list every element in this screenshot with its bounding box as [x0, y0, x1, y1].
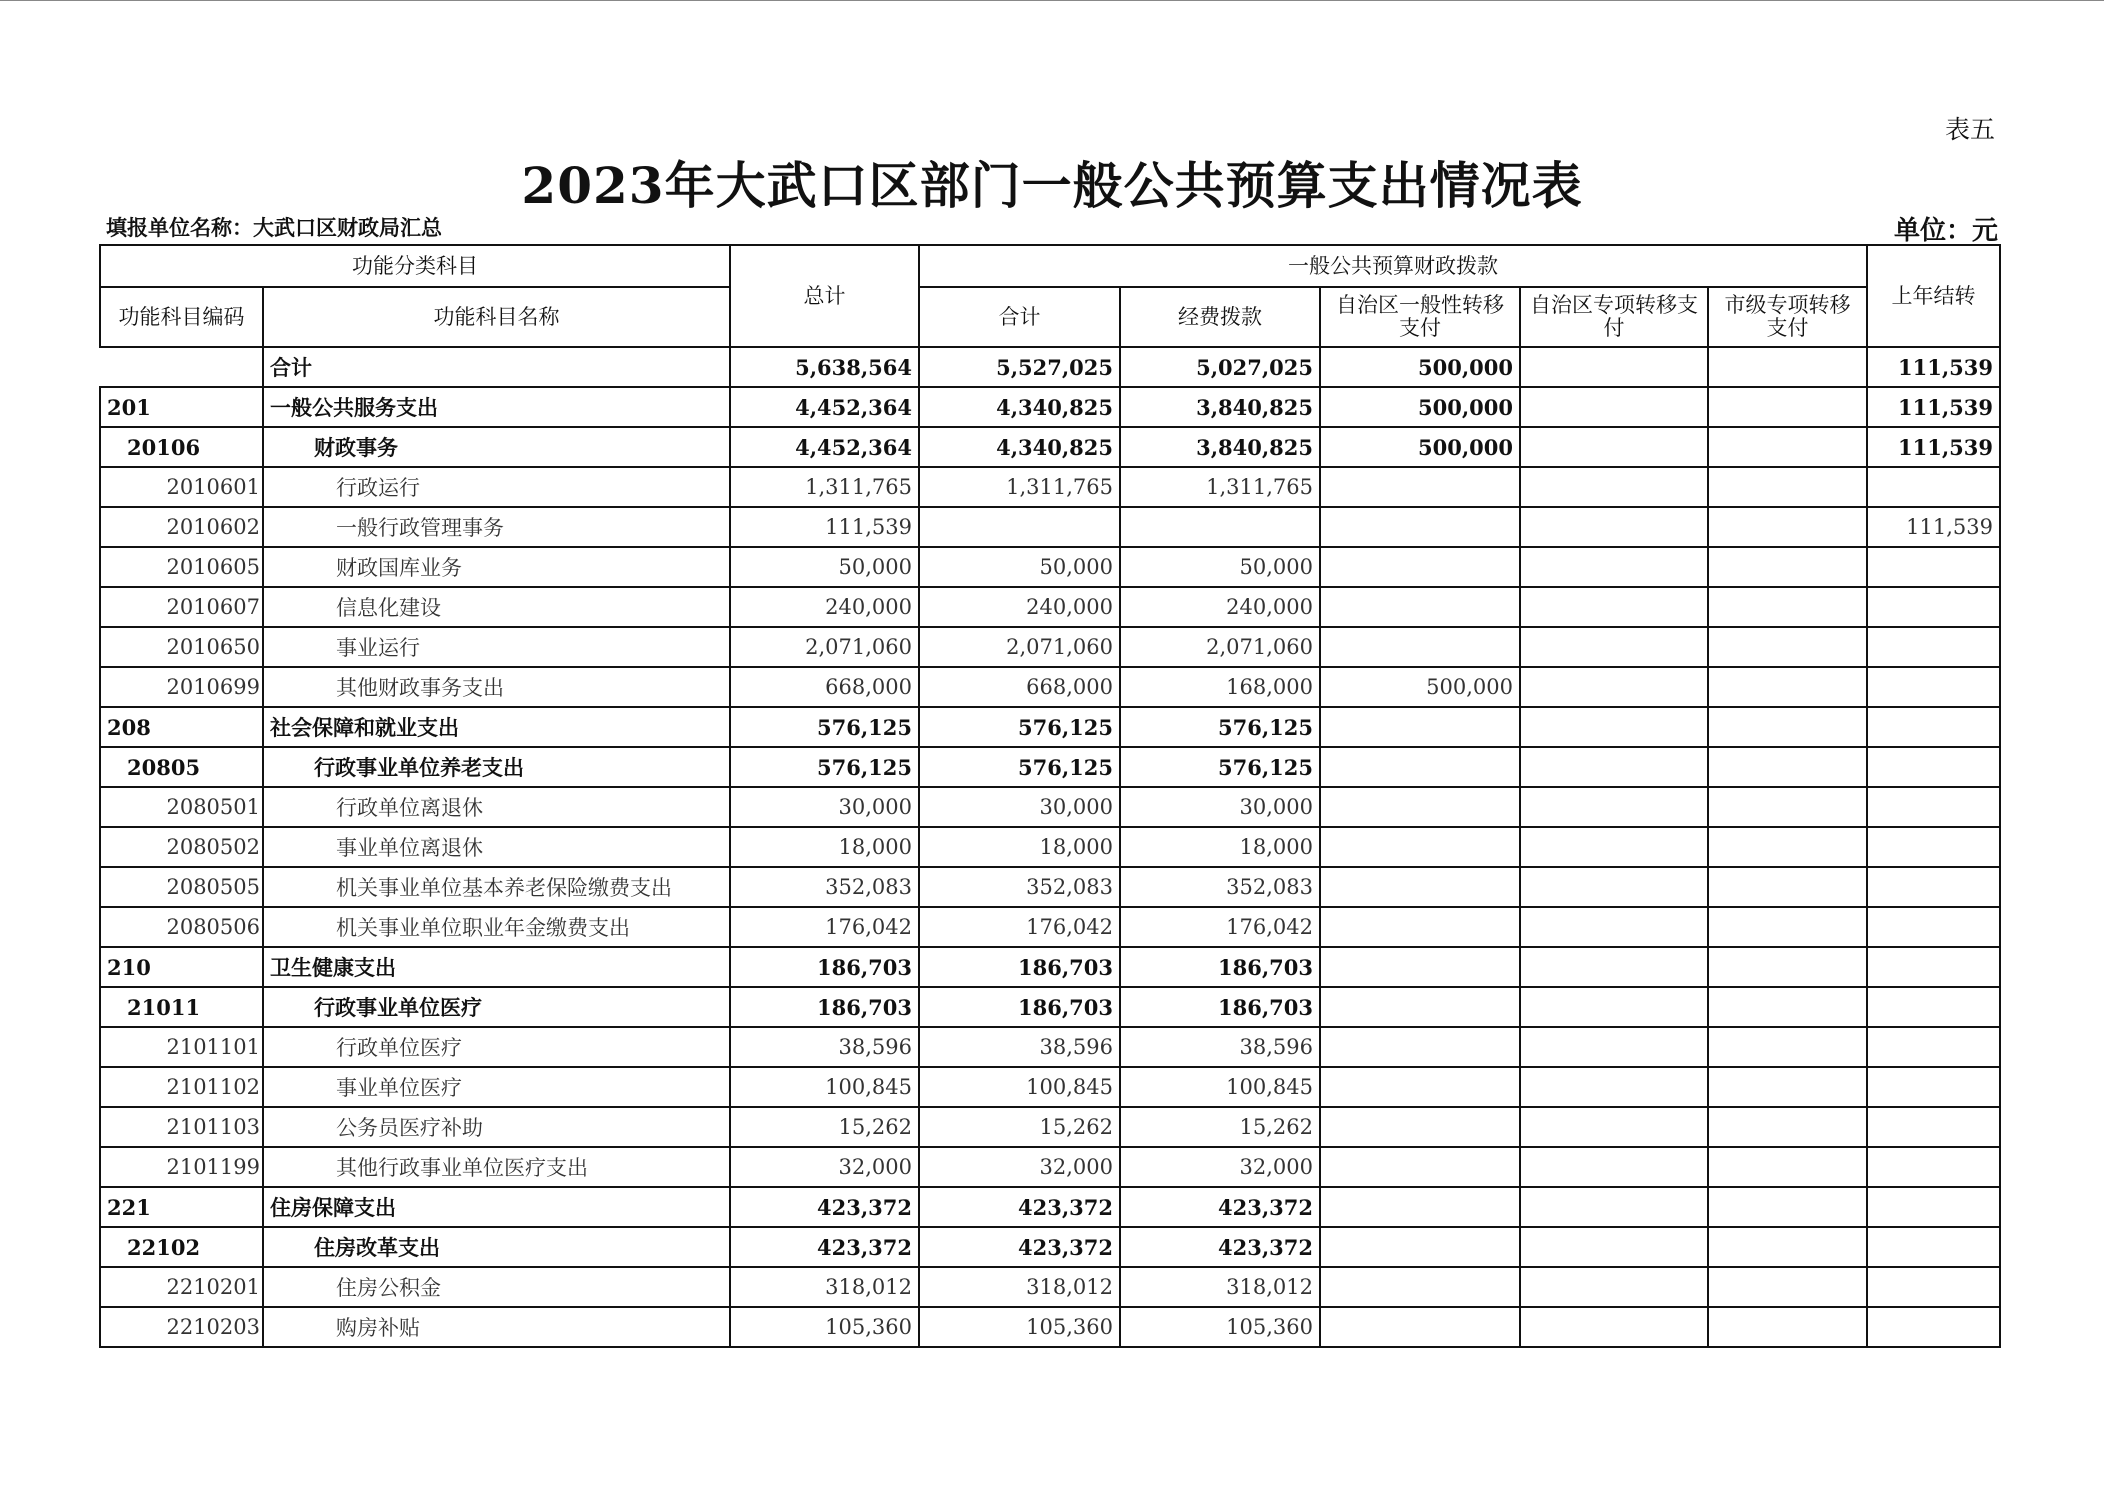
cell-last-year	[1867, 747, 2000, 787]
cell-city-special	[1708, 1107, 1867, 1147]
table-number: 表五	[1944, 115, 1995, 144]
cell-city-special	[1708, 347, 1867, 387]
cell-city-special	[1708, 507, 1867, 547]
cell-region-general	[1320, 1227, 1520, 1267]
cell-total: 423,372	[730, 1227, 919, 1267]
cell-region-general	[1320, 1267, 1520, 1307]
cell-region-special	[1520, 467, 1708, 507]
cell-name: 行政单位离退休	[263, 787, 730, 827]
cell-last-year	[1867, 1027, 2000, 1067]
cell-region-special	[1520, 507, 1708, 547]
cell-city-special	[1708, 1067, 1867, 1107]
cell-total: 100,845	[730, 1067, 919, 1107]
cell-region-general	[1320, 987, 1520, 1027]
cell-name: 购房补贴	[263, 1307, 730, 1347]
cell-code: 208	[100, 707, 263, 747]
cell-code: 2101103	[100, 1107, 263, 1147]
cell-code: 20106	[100, 427, 263, 467]
cell-city-special	[1708, 827, 1867, 867]
cell-code: 21011	[100, 987, 263, 1027]
cell-region-general	[1320, 907, 1520, 947]
cell-funding: 186,703	[1120, 987, 1320, 1027]
cell-total: 4,452,364	[730, 387, 919, 427]
cell-funding: 318,012	[1120, 1267, 1320, 1307]
cell-name: 行政事业单位养老支出	[263, 747, 730, 787]
cell-funding: 15,262	[1120, 1107, 1320, 1147]
cell-total: 186,703	[730, 987, 919, 1027]
cell-code: 2101199	[100, 1147, 263, 1187]
cell-subtotal: 176,042	[919, 907, 1120, 947]
cell-last-year	[1867, 787, 2000, 827]
table-row	[100, 507, 2000, 547]
cell-total: 186,703	[730, 947, 919, 987]
cell-region-general	[1320, 867, 1520, 907]
table-row	[100, 987, 2000, 1027]
cell-region-special	[1520, 387, 1708, 427]
cell-last-year	[1867, 827, 2000, 867]
header-code: 功能科目编码	[100, 287, 263, 347]
cell-last-year	[1867, 867, 2000, 907]
cell-funding: 3,840,825	[1120, 427, 1320, 467]
cell-city-special	[1708, 987, 1867, 1027]
header-general-budget: 一般公共预算财政拨款	[919, 245, 1867, 287]
table-row	[100, 667, 2000, 707]
cell-region-special	[1520, 707, 1708, 747]
cell-region-special	[1520, 1267, 1708, 1307]
cell-subtotal: 38,596	[919, 1027, 1120, 1067]
cell-region-general	[1320, 747, 1520, 787]
cell-name: 事业运行	[263, 627, 730, 667]
cell-funding: 105,360	[1120, 1307, 1320, 1347]
cell-region-general	[1320, 467, 1520, 507]
cell-code: 20805	[100, 747, 263, 787]
cell-name: 事业单位医疗	[263, 1067, 730, 1107]
header-total: 总计	[730, 245, 919, 347]
cell-funding: 423,372	[1120, 1227, 1320, 1267]
table-row	[100, 1107, 2000, 1147]
cell-total: 32,000	[730, 1147, 919, 1187]
cell-region-general: 500,000	[1320, 667, 1520, 707]
cell-code: 2210201	[100, 1267, 263, 1307]
header-last-year: 上年结转	[1867, 245, 2000, 347]
cell-last-year	[1867, 627, 2000, 667]
cell-region-general	[1320, 1027, 1520, 1067]
cell-region-general	[1320, 587, 1520, 627]
cell-last-year	[1867, 1107, 2000, 1147]
table-row	[100, 787, 2000, 827]
cell-code: 210	[100, 947, 263, 987]
cell-last-year: 111,539	[1867, 507, 2000, 547]
cell-funding: 176,042	[1120, 907, 1320, 947]
cell-region-special	[1520, 947, 1708, 987]
cell-region-general: 500,000	[1320, 387, 1520, 427]
cell-last-year	[1867, 987, 2000, 1027]
table-row	[100, 427, 2000, 467]
header-func-class: 功能分类科目	[100, 245, 730, 287]
page-title: 2023年大武口区部门一般公共预算支出情况表	[521, 156, 1583, 215]
header-region-general: 自治区一般性转移支付	[1320, 287, 1520, 347]
cell-funding: 32,000	[1120, 1147, 1320, 1187]
cell-code: 2101102	[100, 1067, 263, 1107]
cell-subtotal: 2,071,060	[919, 627, 1120, 667]
cell-code: 2080505	[100, 867, 263, 907]
cell-city-special	[1708, 667, 1867, 707]
cell-total: 2,071,060	[730, 627, 919, 667]
header-region-special: 自治区专项转移支付	[1520, 287, 1708, 347]
cell-funding: 50,000	[1120, 547, 1320, 587]
cell-subtotal: 1,311,765	[919, 467, 1120, 507]
cell-last-year: 111,539	[1867, 427, 2000, 467]
cell-funding: 30,000	[1120, 787, 1320, 827]
cell-region-general	[1320, 707, 1520, 747]
cell-subtotal: 186,703	[919, 987, 1120, 1027]
cell-funding: 5,027,025	[1120, 347, 1320, 387]
cell-name: 财政事务	[263, 427, 730, 467]
cell-total: 352,083	[730, 867, 919, 907]
table-row	[100, 1227, 2000, 1267]
budget-table	[99, 244, 2001, 1348]
cell-subtotal: 15,262	[919, 1107, 1120, 1147]
cell-total: 105,360	[730, 1307, 919, 1347]
cell-region-general	[1320, 827, 1520, 867]
cell-name: 社会保障和就业支出	[263, 707, 730, 747]
cell-code: 2210203	[100, 1307, 263, 1347]
cell-city-special	[1708, 787, 1867, 827]
cell-subtotal: 318,012	[919, 1267, 1120, 1307]
cell-subtotal: 18,000	[919, 827, 1120, 867]
cell-subtotal: 240,000	[919, 587, 1120, 627]
header-funding: 经费拨款	[1120, 287, 1320, 347]
cell-last-year	[1867, 467, 2000, 507]
cell-funding: 576,125	[1120, 747, 1320, 787]
cell-name: 一般行政管理事务	[263, 507, 730, 547]
cell-region-special	[1520, 627, 1708, 667]
cell-city-special	[1708, 627, 1867, 667]
cell-code: 2010607	[100, 587, 263, 627]
cell-last-year	[1867, 667, 2000, 707]
cell-region-general: 500,000	[1320, 347, 1520, 387]
cell-subtotal: 30,000	[919, 787, 1120, 827]
table-header	[100, 245, 2000, 347]
cell-subtotal: 423,372	[919, 1227, 1120, 1267]
cell-last-year	[1867, 1187, 2000, 1227]
cell-subtotal: 50,000	[919, 547, 1120, 587]
cell-funding: 186,703	[1120, 947, 1320, 987]
table-row	[100, 1147, 2000, 1187]
cell-city-special	[1708, 1267, 1867, 1307]
cell-total: 576,125	[730, 707, 919, 747]
cell-region-special	[1520, 667, 1708, 707]
cell-subtotal: 576,125	[919, 707, 1120, 747]
cell-name: 住房公积金	[263, 1267, 730, 1307]
cell-subtotal: 4,340,825	[919, 387, 1120, 427]
cell-subtotal: 576,125	[919, 747, 1120, 787]
cell-last-year	[1867, 1267, 2000, 1307]
cell-region-general	[1320, 1307, 1520, 1347]
table-row	[100, 867, 2000, 907]
cell-total: 30,000	[730, 787, 919, 827]
cell-code: 221	[100, 1187, 263, 1227]
cell-region-special	[1520, 1107, 1708, 1147]
cell-funding: 423,372	[1120, 1187, 1320, 1227]
cell-city-special	[1708, 1227, 1867, 1267]
cell-region-special	[1520, 1187, 1708, 1227]
cell-total: 15,262	[730, 1107, 919, 1147]
cell-region-special	[1520, 747, 1708, 787]
cell-last-year	[1867, 547, 2000, 587]
cell-region-special	[1520, 787, 1708, 827]
cell-funding: 100,845	[1120, 1067, 1320, 1107]
cell-last-year	[1867, 707, 2000, 747]
cell-last-year: 111,539	[1867, 387, 2000, 427]
cell-name: 其他财政事务支出	[263, 667, 730, 707]
table-row	[100, 547, 2000, 587]
cell-code	[100, 347, 263, 387]
cell-subtotal: 32,000	[919, 1147, 1120, 1187]
table-row	[100, 707, 2000, 747]
cell-last-year	[1867, 587, 2000, 627]
cell-region-special	[1520, 1307, 1708, 1347]
table-row	[100, 1027, 2000, 1067]
cell-subtotal: 100,845	[919, 1067, 1120, 1107]
cell-subtotal: 423,372	[919, 1187, 1120, 1227]
cell-total: 1,311,765	[730, 467, 919, 507]
cell-funding	[1120, 507, 1320, 547]
cell-region-special	[1520, 587, 1708, 627]
table-row	[100, 1187, 2000, 1227]
cell-funding: 352,083	[1120, 867, 1320, 907]
cell-region-special	[1520, 427, 1708, 467]
cell-city-special	[1708, 547, 1867, 587]
cell-city-special	[1708, 947, 1867, 987]
table-row	[100, 467, 2000, 507]
cell-city-special	[1708, 467, 1867, 507]
cell-name: 一般公共服务支出	[263, 387, 730, 427]
table-row	[100, 627, 2000, 667]
table-row	[100, 907, 2000, 947]
cell-region-general	[1320, 507, 1520, 547]
table-row	[100, 387, 2000, 427]
cell-name: 卫生健康支出	[263, 947, 730, 987]
cell-name: 行政运行	[263, 467, 730, 507]
cell-region-general	[1320, 947, 1520, 987]
cell-total: 318,012	[730, 1267, 919, 1307]
cell-region-special	[1520, 1067, 1708, 1107]
cell-funding: 18,000	[1120, 827, 1320, 867]
table-row	[100, 587, 2000, 627]
cell-city-special	[1708, 387, 1867, 427]
cell-total: 668,000	[730, 667, 919, 707]
cell-region-general	[1320, 1067, 1520, 1107]
cell-city-special	[1708, 1027, 1867, 1067]
page-top-border	[0, 0, 2104, 1]
table-row	[100, 827, 2000, 867]
cell-code: 2080506	[100, 907, 263, 947]
cell-city-special	[1708, 587, 1867, 627]
table-row	[100, 747, 2000, 787]
cell-code: 201	[100, 387, 263, 427]
cell-city-special	[1708, 1147, 1867, 1187]
cell-city-special	[1708, 1187, 1867, 1227]
cell-subtotal: 352,083	[919, 867, 1120, 907]
cell-last-year	[1867, 1067, 2000, 1107]
table-row	[100, 1067, 2000, 1107]
cell-name: 住房改革支出	[263, 1227, 730, 1267]
cell-total: 4,452,364	[730, 427, 919, 467]
cell-name: 行政事业单位医疗	[263, 987, 730, 1027]
cell-region-special	[1520, 987, 1708, 1027]
table-body	[100, 347, 2000, 1347]
reporting-unit: 填报单位名称：大武口区财政局汇总	[106, 215, 442, 240]
cell-last-year	[1867, 1147, 2000, 1187]
cell-funding: 38,596	[1120, 1027, 1320, 1067]
cell-funding: 1,311,765	[1120, 467, 1320, 507]
cell-region-general	[1320, 1147, 1520, 1187]
cell-city-special	[1708, 427, 1867, 467]
cell-region-special	[1520, 547, 1708, 587]
cell-funding: 2,071,060	[1120, 627, 1320, 667]
cell-total: 38,596	[730, 1027, 919, 1067]
cell-code: 22102	[100, 1227, 263, 1267]
total-row	[100, 347, 2000, 387]
cell-total: 423,372	[730, 1187, 919, 1227]
cell-funding: 168,000	[1120, 667, 1320, 707]
cell-subtotal	[919, 507, 1120, 547]
cell-name: 合计	[263, 347, 730, 387]
cell-name: 事业单位离退休	[263, 827, 730, 867]
cell-last-year	[1867, 1307, 2000, 1347]
cell-region-general	[1320, 1187, 1520, 1227]
cell-region-general	[1320, 1107, 1520, 1147]
cell-total: 111,539	[730, 507, 919, 547]
cell-subtotal: 4,340,825	[919, 427, 1120, 467]
cell-region-general	[1320, 787, 1520, 827]
cell-region-special	[1520, 827, 1708, 867]
cell-name: 机关事业单位职业年金缴费支出	[263, 907, 730, 947]
cell-city-special	[1708, 707, 1867, 747]
cell-code: 2010650	[100, 627, 263, 667]
cell-funding: 576,125	[1120, 707, 1320, 747]
cell-code: 2010699	[100, 667, 263, 707]
cell-name: 机关事业单位基本养老保险缴费支出	[263, 867, 730, 907]
cell-code: 2010605	[100, 547, 263, 587]
cell-name: 财政国库业务	[263, 547, 730, 587]
cell-last-year	[1867, 1227, 2000, 1267]
cell-code: 2080502	[100, 827, 263, 867]
cell-total: 50,000	[730, 547, 919, 587]
cell-region-general: 500,000	[1320, 427, 1520, 467]
table-row	[100, 947, 2000, 987]
currency-unit: 单位：元	[1893, 216, 1998, 246]
cell-subtotal: 186,703	[919, 947, 1120, 987]
cell-code: 2010601	[100, 467, 263, 507]
cell-region-special	[1520, 867, 1708, 907]
cell-city-special	[1708, 1307, 1867, 1347]
cell-city-special	[1708, 867, 1867, 907]
cell-last-year	[1867, 907, 2000, 947]
cell-last-year: 111,539	[1867, 347, 2000, 387]
table-row	[100, 1307, 2000, 1347]
cell-funding: 240,000	[1120, 587, 1320, 627]
cell-total: 176,042	[730, 907, 919, 947]
cell-total: 5,638,564	[730, 347, 919, 387]
cell-region-special	[1520, 1027, 1708, 1067]
cell-code: 2010602	[100, 507, 263, 547]
header-name: 功能科目名称	[263, 287, 730, 347]
cell-region-special	[1520, 1147, 1708, 1187]
cell-code: 2101101	[100, 1027, 263, 1067]
header-city-special: 市级专项转移支付	[1708, 287, 1867, 347]
cell-name: 其他行政事业单位医疗支出	[263, 1147, 730, 1187]
cell-funding: 3,840,825	[1120, 387, 1320, 427]
cell-last-year	[1867, 947, 2000, 987]
cell-code: 2080501	[100, 787, 263, 827]
cell-region-special	[1520, 347, 1708, 387]
cell-region-special	[1520, 907, 1708, 947]
cell-region-general	[1320, 547, 1520, 587]
header-subtotal: 合计	[919, 287, 1120, 347]
cell-total: 18,000	[730, 827, 919, 867]
cell-name: 公务员医疗补助	[263, 1107, 730, 1147]
cell-region-special	[1520, 1227, 1708, 1267]
cell-subtotal: 5,527,025	[919, 347, 1120, 387]
cell-name: 行政单位医疗	[263, 1027, 730, 1067]
cell-name: 住房保障支出	[263, 1187, 730, 1227]
cell-total: 240,000	[730, 587, 919, 627]
cell-city-special	[1708, 747, 1867, 787]
cell-region-general	[1320, 627, 1520, 667]
cell-city-special	[1708, 907, 1867, 947]
cell-name: 信息化建设	[263, 587, 730, 627]
cell-subtotal: 105,360	[919, 1307, 1120, 1347]
cell-total: 576,125	[730, 747, 919, 787]
table-row	[100, 1267, 2000, 1307]
cell-subtotal: 668,000	[919, 667, 1120, 707]
